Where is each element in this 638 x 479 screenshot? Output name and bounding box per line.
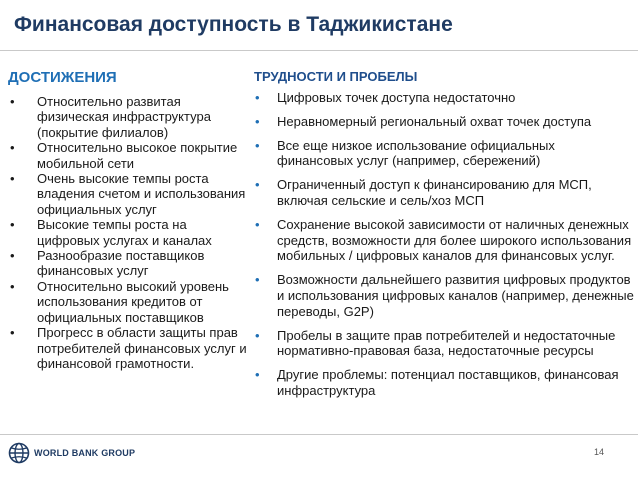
list-item: • Относительно развитая физическая инфраструктура (покрытие филиалов) [10,94,211,140]
bullet-icon: • [10,140,15,156]
list-item: • Все еще низкое использование официальных финансовых услуг (например, сбережений) [255,137,555,169]
achievements-heading: ДОСТИЖЕНИЯ [8,69,117,86]
list-item: • Возможности дальнейшего развития цифровых продуктов и использования цифровых каналов (например, денежные переводы, G2P) [255,272,634,319]
bullet-icon: • [10,278,15,294]
page-title: Финансовая доступность в Таджикистане [14,13,453,36]
title-divider [0,50,638,51]
bullet-icon: • [255,216,260,232]
list-item: • Другие проблемы: потенциал поставщиков, финансовая инфраструктура [255,367,619,398]
list-item: • Цифровых точек доступа недостаточно [255,90,516,105]
bullet-icon: • [255,137,260,153]
globe-icon [8,442,30,464]
bullet-icon: • [255,367,260,383]
bullet-icon: • [10,217,15,233]
world-bank-logo [8,442,135,464]
achievements-column [8,69,248,371]
logo-text: WORLD BANK GROUP [34,448,136,458]
challenges-heading: ТРУДНОСТИ И ПРОБЕЛЫ [254,69,418,84]
bullet-icon: • [255,177,260,193]
list-item: • Высокие темпы роста на цифровых услугах и каналах [10,217,212,248]
list-item: • Сохранение высокой зависимости от наличных денежных средств, возможности для более широкого использования мобильных / цифровых каналов для финансовых услуг. [255,216,632,264]
list-item: • Неравномерный региональный охват точек доступа [255,113,592,129]
bullet-icon: • [10,94,15,109]
list-item: • Пробелы в защите прав потребителей и недостаточные нормативно-правовая база, недостаточные ресурсы [255,327,616,359]
list-item: • Разнообразие поставщиков финансовых услуг [10,248,205,279]
bullet-icon: • [255,327,260,343]
list-item: • Относительно высокое покрытие мобильной сети [10,140,238,171]
challenges-column [254,69,634,407]
achievements-list [8,94,248,371]
list-item: • Прогресс в области защиты прав потребителей финансовых услуг и финансовой грамотности. [10,325,247,371]
footer-divider [0,434,638,435]
bullet-icon: • [10,248,15,264]
page-number: 14 [594,447,605,457]
bullet-icon: • [255,272,260,288]
bullet-icon: • [255,90,260,105]
bullet-icon: • [255,113,260,129]
list-item: • Относительно высокий уровень использования кредитов от официальных поставщиков [10,278,229,325]
challenges-list [254,90,634,399]
bullet-icon: • [10,325,15,341]
bullet-icon: • [10,171,15,187]
list-item: • Ограниченный доступ к финансированию для МСП, включая сельские и сель/хоз МСП [255,177,592,208]
list-item: • Очень высокие темпы роста владения счетом и использования официальных услуг [10,171,246,217]
